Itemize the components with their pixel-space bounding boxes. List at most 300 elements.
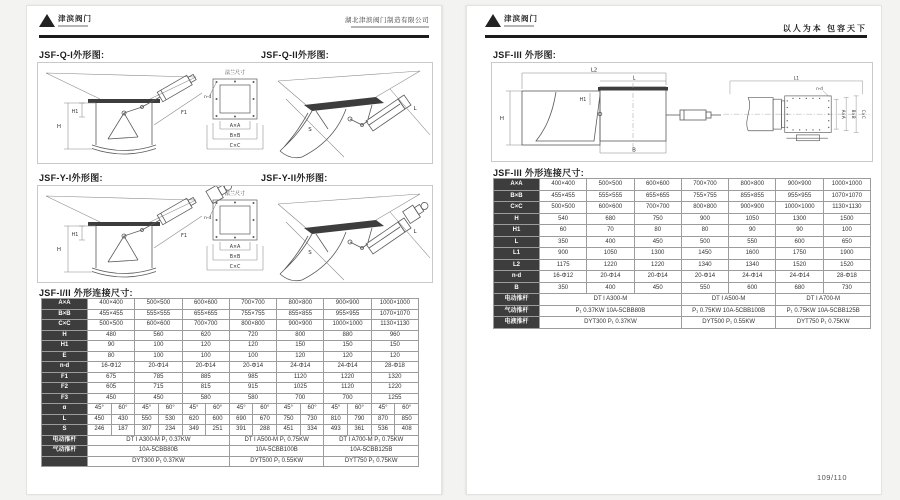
table-cell: 28-Φ18 xyxy=(371,362,418,373)
table-row xyxy=(494,282,871,294)
row-label: 气动推杆 xyxy=(42,446,88,457)
table-cell: 555×555 xyxy=(135,309,182,320)
brand-triangle-icon xyxy=(39,14,55,27)
row-label: A×A xyxy=(42,299,88,310)
table-cell: 187 xyxy=(111,425,135,436)
table-cell: 1175 xyxy=(540,259,587,271)
row-label: E xyxy=(42,351,88,362)
table-cell: 600×600 xyxy=(182,299,229,310)
title-jsf-y2: JSF-Y-II外形图: xyxy=(261,173,328,183)
table-cell: 90 xyxy=(88,341,135,352)
table-cell: 10A-5CBB100B xyxy=(229,446,324,457)
table-cell: 450 xyxy=(634,236,681,248)
table-cell: 880 xyxy=(324,330,371,341)
table-cell: 1070×1070 xyxy=(371,309,418,320)
table-cell: 10A-5CBB125B xyxy=(324,446,419,457)
table-cell: 1340 xyxy=(729,259,776,271)
row-label: F3 xyxy=(42,393,88,404)
table-row xyxy=(42,330,419,341)
table-cell: 620 xyxy=(182,414,206,425)
table-cell: 1050 xyxy=(729,213,776,225)
table-cell: 800×800 xyxy=(729,179,776,191)
table-cell: 1750 xyxy=(776,248,823,260)
jsf-y2-iso-view xyxy=(278,194,430,281)
table-cell: 540 xyxy=(540,213,587,225)
table-cell: 70 xyxy=(587,225,634,237)
row-label: n-d xyxy=(42,362,88,373)
table-cell: 815 xyxy=(182,383,229,394)
brand-triangle-icon xyxy=(485,14,501,27)
table-row xyxy=(494,179,871,191)
jsf-y-drawings xyxy=(38,186,432,282)
table-cell: 60 xyxy=(540,225,587,237)
table-cell: DYT500 P₁ 0.55KW xyxy=(229,456,324,467)
table-cell: 150 xyxy=(371,341,418,352)
table-cell: 1070×1070 xyxy=(823,190,870,202)
table-cell: 700×700 xyxy=(182,320,229,331)
title-jsf3-drawing: JSF-III 外形图: xyxy=(493,50,557,60)
table-cell: 560 xyxy=(135,330,182,341)
brand-fineprint xyxy=(58,25,88,27)
table-cell: 600×600 xyxy=(587,202,634,214)
table-cell: 960 xyxy=(371,330,418,341)
table-cell: 1255 xyxy=(371,393,418,404)
table-cell: 251 xyxy=(206,425,230,436)
table-cell: 24-Φ14 xyxy=(729,271,776,283)
table-cell: 1120 xyxy=(277,372,324,383)
left-page xyxy=(26,5,442,495)
table-cell: P₁ 0.37KW 10A-5CBB80B xyxy=(540,305,682,317)
table-cell: 550 xyxy=(681,282,728,294)
row-label: L2 xyxy=(494,259,540,271)
table-cell: 1130×1130 xyxy=(371,320,418,331)
table-cell: 620 xyxy=(182,330,229,341)
table-cell: 800×800 xyxy=(681,202,728,214)
row-label: F2 xyxy=(42,383,88,394)
table-cell: 1300 xyxy=(634,248,681,260)
brand-name: 津滨阀门 xyxy=(504,14,538,23)
title-jsf-q1: JSF-Q-I外形图: xyxy=(39,50,105,60)
row-label: L xyxy=(42,414,88,425)
table-cell: 600 xyxy=(729,282,776,294)
table-cell: 334 xyxy=(300,425,324,436)
table-cell: 785 xyxy=(135,372,182,383)
table-cell: 80 xyxy=(88,351,135,362)
table-cell: 349 xyxy=(182,425,206,436)
table-cell: 1900 xyxy=(823,248,870,260)
table-row xyxy=(42,435,419,446)
table-cell: 16-Φ12 xyxy=(540,271,587,283)
table-row xyxy=(494,225,871,237)
right-page-header xyxy=(485,13,867,33)
table-cell: 1220 xyxy=(324,372,371,383)
table-cell: DT I A500-M P₁ 0.75KW xyxy=(229,435,324,446)
table-row xyxy=(494,202,871,214)
company-fineprint xyxy=(351,26,429,28)
table-cell: 24-Φ14 xyxy=(277,362,324,373)
table-cell: 350 xyxy=(540,282,587,294)
table-cell: 100 xyxy=(182,351,229,362)
table-cell: 655×655 xyxy=(634,190,681,202)
table-cell: DYT300 P₁ 0.37KW xyxy=(540,317,682,329)
table-cell: 790 xyxy=(348,414,372,425)
table-cell: 100 xyxy=(823,225,870,237)
brand-logo xyxy=(39,13,92,27)
brand-logo xyxy=(485,13,538,27)
table-cell: 493 xyxy=(324,425,348,436)
table-row xyxy=(494,236,871,248)
row-label: H xyxy=(494,213,540,225)
table-cell: 600×600 xyxy=(634,179,681,191)
table-cell: 1300 xyxy=(776,213,823,225)
jsf-q-drawings xyxy=(38,63,432,163)
table-cell: 915 xyxy=(229,383,276,394)
table-cell: 120 xyxy=(229,341,276,352)
table-cell: 755×755 xyxy=(229,309,276,320)
row-label: H xyxy=(42,330,88,341)
table-cell: 900×900 xyxy=(277,320,324,331)
table-row xyxy=(42,320,419,331)
table-cell: 60° xyxy=(253,404,277,415)
table-cell: DYT750 P₁ 0.75KW xyxy=(776,317,871,329)
row-label: F1 xyxy=(42,372,88,383)
table-row xyxy=(494,259,871,271)
table-cell: 680 xyxy=(776,282,823,294)
table-cell: 80 xyxy=(634,225,681,237)
table-row xyxy=(42,404,419,415)
row-label: 电动推杆 xyxy=(42,435,88,446)
table-cell: 60° xyxy=(206,404,230,415)
table-cell: 60° xyxy=(348,404,372,415)
table-cell: 80 xyxy=(681,225,728,237)
table-cell: 45° xyxy=(135,404,159,415)
table-cell: DT I A700-M P₁ 0.75KW xyxy=(324,435,419,446)
table-cell: 480 xyxy=(88,330,135,341)
table-cell: 530 xyxy=(158,414,182,425)
row-label: S xyxy=(42,425,88,436)
table-cell: 750 xyxy=(634,213,681,225)
jsf3-side-view xyxy=(500,68,721,154)
slogan-block xyxy=(783,18,867,36)
table-cell: 580 xyxy=(182,393,229,404)
table-row xyxy=(42,299,419,310)
table-cell: 1220 xyxy=(371,383,418,394)
table-cell: 670 xyxy=(253,414,277,425)
table-cell: 800×800 xyxy=(277,299,324,310)
table-cell: 800×800 xyxy=(229,320,276,331)
table-cell: 100 xyxy=(229,351,276,362)
table-cell: 400 xyxy=(587,236,634,248)
table-row xyxy=(42,446,419,457)
table-cell: 90 xyxy=(776,225,823,237)
table-row xyxy=(42,362,419,373)
table-cell: 400×400 xyxy=(88,299,135,310)
table-row xyxy=(494,305,871,317)
slogan-text: 以人为本 包容天下 xyxy=(782,24,867,33)
row-label: L xyxy=(494,236,540,248)
table-cell: 408 xyxy=(395,425,419,436)
table-cell: 755×755 xyxy=(681,190,728,202)
table-cell: 400 xyxy=(587,282,634,294)
table-cell: 45° xyxy=(277,404,301,415)
table-cell: 555×555 xyxy=(587,190,634,202)
jsf3-top-view xyxy=(723,75,869,140)
table-cell: 120 xyxy=(371,351,418,362)
table-cell: 45° xyxy=(229,404,253,415)
page-number: 109/110 xyxy=(816,473,847,482)
title-jsf-y1: JSF-Y-I外形图: xyxy=(39,173,103,183)
table-cell: 20-Φ14 xyxy=(681,271,728,283)
row-label: H1 xyxy=(42,341,88,352)
brand-name: 津滨阀门 xyxy=(58,14,92,23)
table-cell: 100 xyxy=(135,341,182,352)
table-cell: DT I A300-M xyxy=(540,294,682,306)
table-cell: 150 xyxy=(324,341,371,352)
table-cell: 700×700 xyxy=(634,202,681,214)
jsf3-drawing-box xyxy=(491,62,873,162)
table-cell: 720 xyxy=(229,330,276,341)
table-cell: 955×955 xyxy=(324,309,371,320)
table-cell: 985 xyxy=(229,372,276,383)
table-cell: 90 xyxy=(729,225,776,237)
table-cell: DT I A500-M xyxy=(681,294,776,306)
table-cell: 500 xyxy=(681,236,728,248)
table-cell: 1120 xyxy=(324,383,371,394)
table-cell: 730 xyxy=(300,414,324,425)
table-cell: 900×900 xyxy=(729,202,776,214)
jsf-q1-flange-detail xyxy=(204,69,263,149)
table-row xyxy=(42,351,419,362)
table-cell: 1600 xyxy=(729,248,776,260)
table-row xyxy=(42,341,419,352)
table-cell: 350 xyxy=(540,236,587,248)
table-cell: 120 xyxy=(182,341,229,352)
table-cell: 1520 xyxy=(776,259,823,271)
table-cell: 580 xyxy=(229,393,276,404)
table-cell: 455×455 xyxy=(540,190,587,202)
row-label: L1 xyxy=(494,248,540,260)
jsf-y1-flange-detail xyxy=(204,190,263,270)
brand-fineprint xyxy=(504,25,534,27)
table-cell: 675 xyxy=(88,372,135,383)
table-cell: 855×855 xyxy=(729,190,776,202)
table-cell: 45° xyxy=(324,404,348,415)
table-cell: 1000×1000 xyxy=(371,299,418,310)
table-cell: 650 xyxy=(823,236,870,248)
table-cell: 680 xyxy=(587,213,634,225)
table-row xyxy=(42,456,419,467)
table-cell: 955×955 xyxy=(776,190,823,202)
table-cell: 900×900 xyxy=(324,299,371,310)
table-cell: 20-Φ14 xyxy=(634,271,681,283)
table-cell: 450 xyxy=(634,282,681,294)
table-cell: 550 xyxy=(729,236,776,248)
row-label: B×B xyxy=(42,309,88,320)
table-cell: 810 xyxy=(324,414,348,425)
table-row xyxy=(494,294,871,306)
table-cell: 730 xyxy=(823,282,870,294)
table-cell: 1500 xyxy=(823,213,870,225)
table-cell: 60° xyxy=(158,404,182,415)
table-row xyxy=(42,425,419,436)
table-cell: 246 xyxy=(88,425,112,436)
table-cell: 870 xyxy=(371,414,395,425)
table-cell: 20-Φ14 xyxy=(229,362,276,373)
table-cell: P₁ 0.75KW 10A-5CBB100B xyxy=(681,305,776,317)
table-cell: 700×700 xyxy=(681,179,728,191)
table-cell: 550 xyxy=(135,414,159,425)
table-cell: 45° xyxy=(182,404,206,415)
table-cell: 307 xyxy=(135,425,159,436)
table-cell: 700×700 xyxy=(229,299,276,310)
row-label: B xyxy=(494,282,540,294)
table-cell: 1000×1000 xyxy=(776,202,823,214)
table-cell: 850 xyxy=(395,414,419,425)
table-cell: 10A-5CBB80B xyxy=(88,446,230,457)
table-cell: 150 xyxy=(277,341,324,352)
jsf3-dimension-table xyxy=(493,178,871,329)
table-cell: 450 xyxy=(135,393,182,404)
table-cell: 120 xyxy=(324,351,371,362)
row-label: 电动推杆 xyxy=(494,294,540,306)
jsf-q-drawing-box xyxy=(37,62,433,164)
table-cell: 1220 xyxy=(587,259,634,271)
row-label: 电液推杆 xyxy=(494,317,540,329)
table-cell: 855×855 xyxy=(277,309,324,320)
table-cell: 45° xyxy=(88,404,112,415)
table-row xyxy=(42,383,419,394)
table-row xyxy=(42,309,419,320)
table-cell: 605 xyxy=(88,383,135,394)
table-cell: 60° xyxy=(111,404,135,415)
table-cell: 20-Φ14 xyxy=(182,362,229,373)
table-row xyxy=(494,190,871,202)
table-row xyxy=(494,317,871,329)
table-cell: 451 xyxy=(277,425,301,436)
row-label: A×A xyxy=(494,179,540,191)
table-cell: 900 xyxy=(681,213,728,225)
row-label: C×C xyxy=(494,202,540,214)
table-cell: 715 xyxy=(135,383,182,394)
table-cell: 24-Φ14 xyxy=(776,271,823,283)
table-cell: 1130×1130 xyxy=(823,202,870,214)
table-cell: 1340 xyxy=(681,259,728,271)
table-cell: DT I A700-M xyxy=(776,294,871,306)
table-cell: 600×600 xyxy=(135,320,182,331)
row-label: n-d xyxy=(494,271,540,283)
jsf12-dimension-table xyxy=(41,298,419,467)
table-row xyxy=(42,393,419,404)
table-cell: DYT300 P₁ 0.37KW xyxy=(88,456,230,467)
table-cell: 500×500 xyxy=(587,179,634,191)
table-cell: 361 xyxy=(348,425,372,436)
title-jsf3-table: JSF-III 外形连接尺寸: xyxy=(493,168,585,178)
table-cell: 430 xyxy=(111,414,135,425)
left-page-header xyxy=(39,13,429,33)
table-cell: 885 xyxy=(182,372,229,383)
table-cell: 500×500 xyxy=(135,299,182,310)
table-cell: 288 xyxy=(253,425,277,436)
table-cell: 600 xyxy=(776,236,823,248)
table-cell: 500×500 xyxy=(88,320,135,331)
title-jsf12-table: JSF-I/II 外形连接尺寸: xyxy=(39,288,133,298)
table-cell: 655×655 xyxy=(182,309,229,320)
jsf-y1-front-view xyxy=(46,195,202,277)
table-cell: 1050 xyxy=(587,248,634,260)
table-row xyxy=(494,248,871,260)
row-label: 气动推杆 xyxy=(494,305,540,317)
table-cell: 450 xyxy=(88,393,135,404)
row-label: C×C xyxy=(42,320,88,331)
table-cell: 1000×1000 xyxy=(324,320,371,331)
table-row xyxy=(494,271,871,283)
table-cell: 800 xyxy=(277,330,324,341)
table-cell: 20-Φ14 xyxy=(135,362,182,373)
table-cell: 24-Φ14 xyxy=(324,362,371,373)
table-cell: DT I A300-M P₁ 0.37KW xyxy=(88,435,230,446)
table-cell: 750 xyxy=(277,414,301,425)
table-cell: 391 xyxy=(229,425,253,436)
table-cell: 60° xyxy=(395,404,419,415)
table-cell: 28-Φ18 xyxy=(823,271,870,283)
table-cell: 45° xyxy=(371,404,395,415)
row-label: B×B xyxy=(494,190,540,202)
header-rule xyxy=(485,35,867,38)
jsf-q2-iso-view xyxy=(278,71,430,158)
table-cell: 700 xyxy=(324,393,371,404)
table-cell: 100 xyxy=(135,351,182,362)
table-cell: 20-Φ14 xyxy=(587,271,634,283)
table-cell: 1220 xyxy=(634,259,681,271)
header-rule xyxy=(39,35,429,38)
table-row xyxy=(42,372,419,383)
table-row xyxy=(42,414,419,425)
table-cell: 600 xyxy=(206,414,230,425)
table-cell: 900 xyxy=(540,248,587,260)
jsf3-drawings xyxy=(492,63,872,161)
table-cell: 455×455 xyxy=(88,309,135,320)
table-cell: 1450 xyxy=(681,248,728,260)
row-label: α xyxy=(42,404,88,415)
row-label xyxy=(42,456,88,467)
right-page xyxy=(466,5,882,495)
table-cell: 500×500 xyxy=(540,202,587,214)
table-cell: 1000×1000 xyxy=(823,179,870,191)
table-row xyxy=(494,213,871,225)
table-cell: DYT750 P₁ 0.75KW xyxy=(324,456,419,467)
table-cell: 900×900 xyxy=(776,179,823,191)
table-cell: P₁ 0.75KW 10A-5CBB125B xyxy=(776,305,871,317)
table-cell: 450 xyxy=(88,414,112,425)
title-jsf-q2: JSF-Q-II外形图: xyxy=(261,50,330,60)
table-cell: 120 xyxy=(277,351,324,362)
jsf-q1-front-view xyxy=(46,72,202,154)
table-cell: 60° xyxy=(300,404,324,415)
table-cell: 400×400 xyxy=(540,179,587,191)
table-cell: DYT500 P₁ 0.55KW xyxy=(681,317,776,329)
row-label: H1 xyxy=(494,225,540,237)
company-block xyxy=(345,15,429,28)
table-cell: 16-Φ12 xyxy=(88,362,135,373)
table-cell: 1520 xyxy=(823,259,870,271)
table-cell: 700 xyxy=(277,393,324,404)
table-cell: 1320 xyxy=(371,372,418,383)
table-cell: 1025 xyxy=(277,383,324,394)
table-cell: 234 xyxy=(158,425,182,436)
table-cell: 536 xyxy=(371,425,395,436)
table-cell: 690 xyxy=(229,414,253,425)
jsf-y-drawing-box xyxy=(37,185,433,283)
